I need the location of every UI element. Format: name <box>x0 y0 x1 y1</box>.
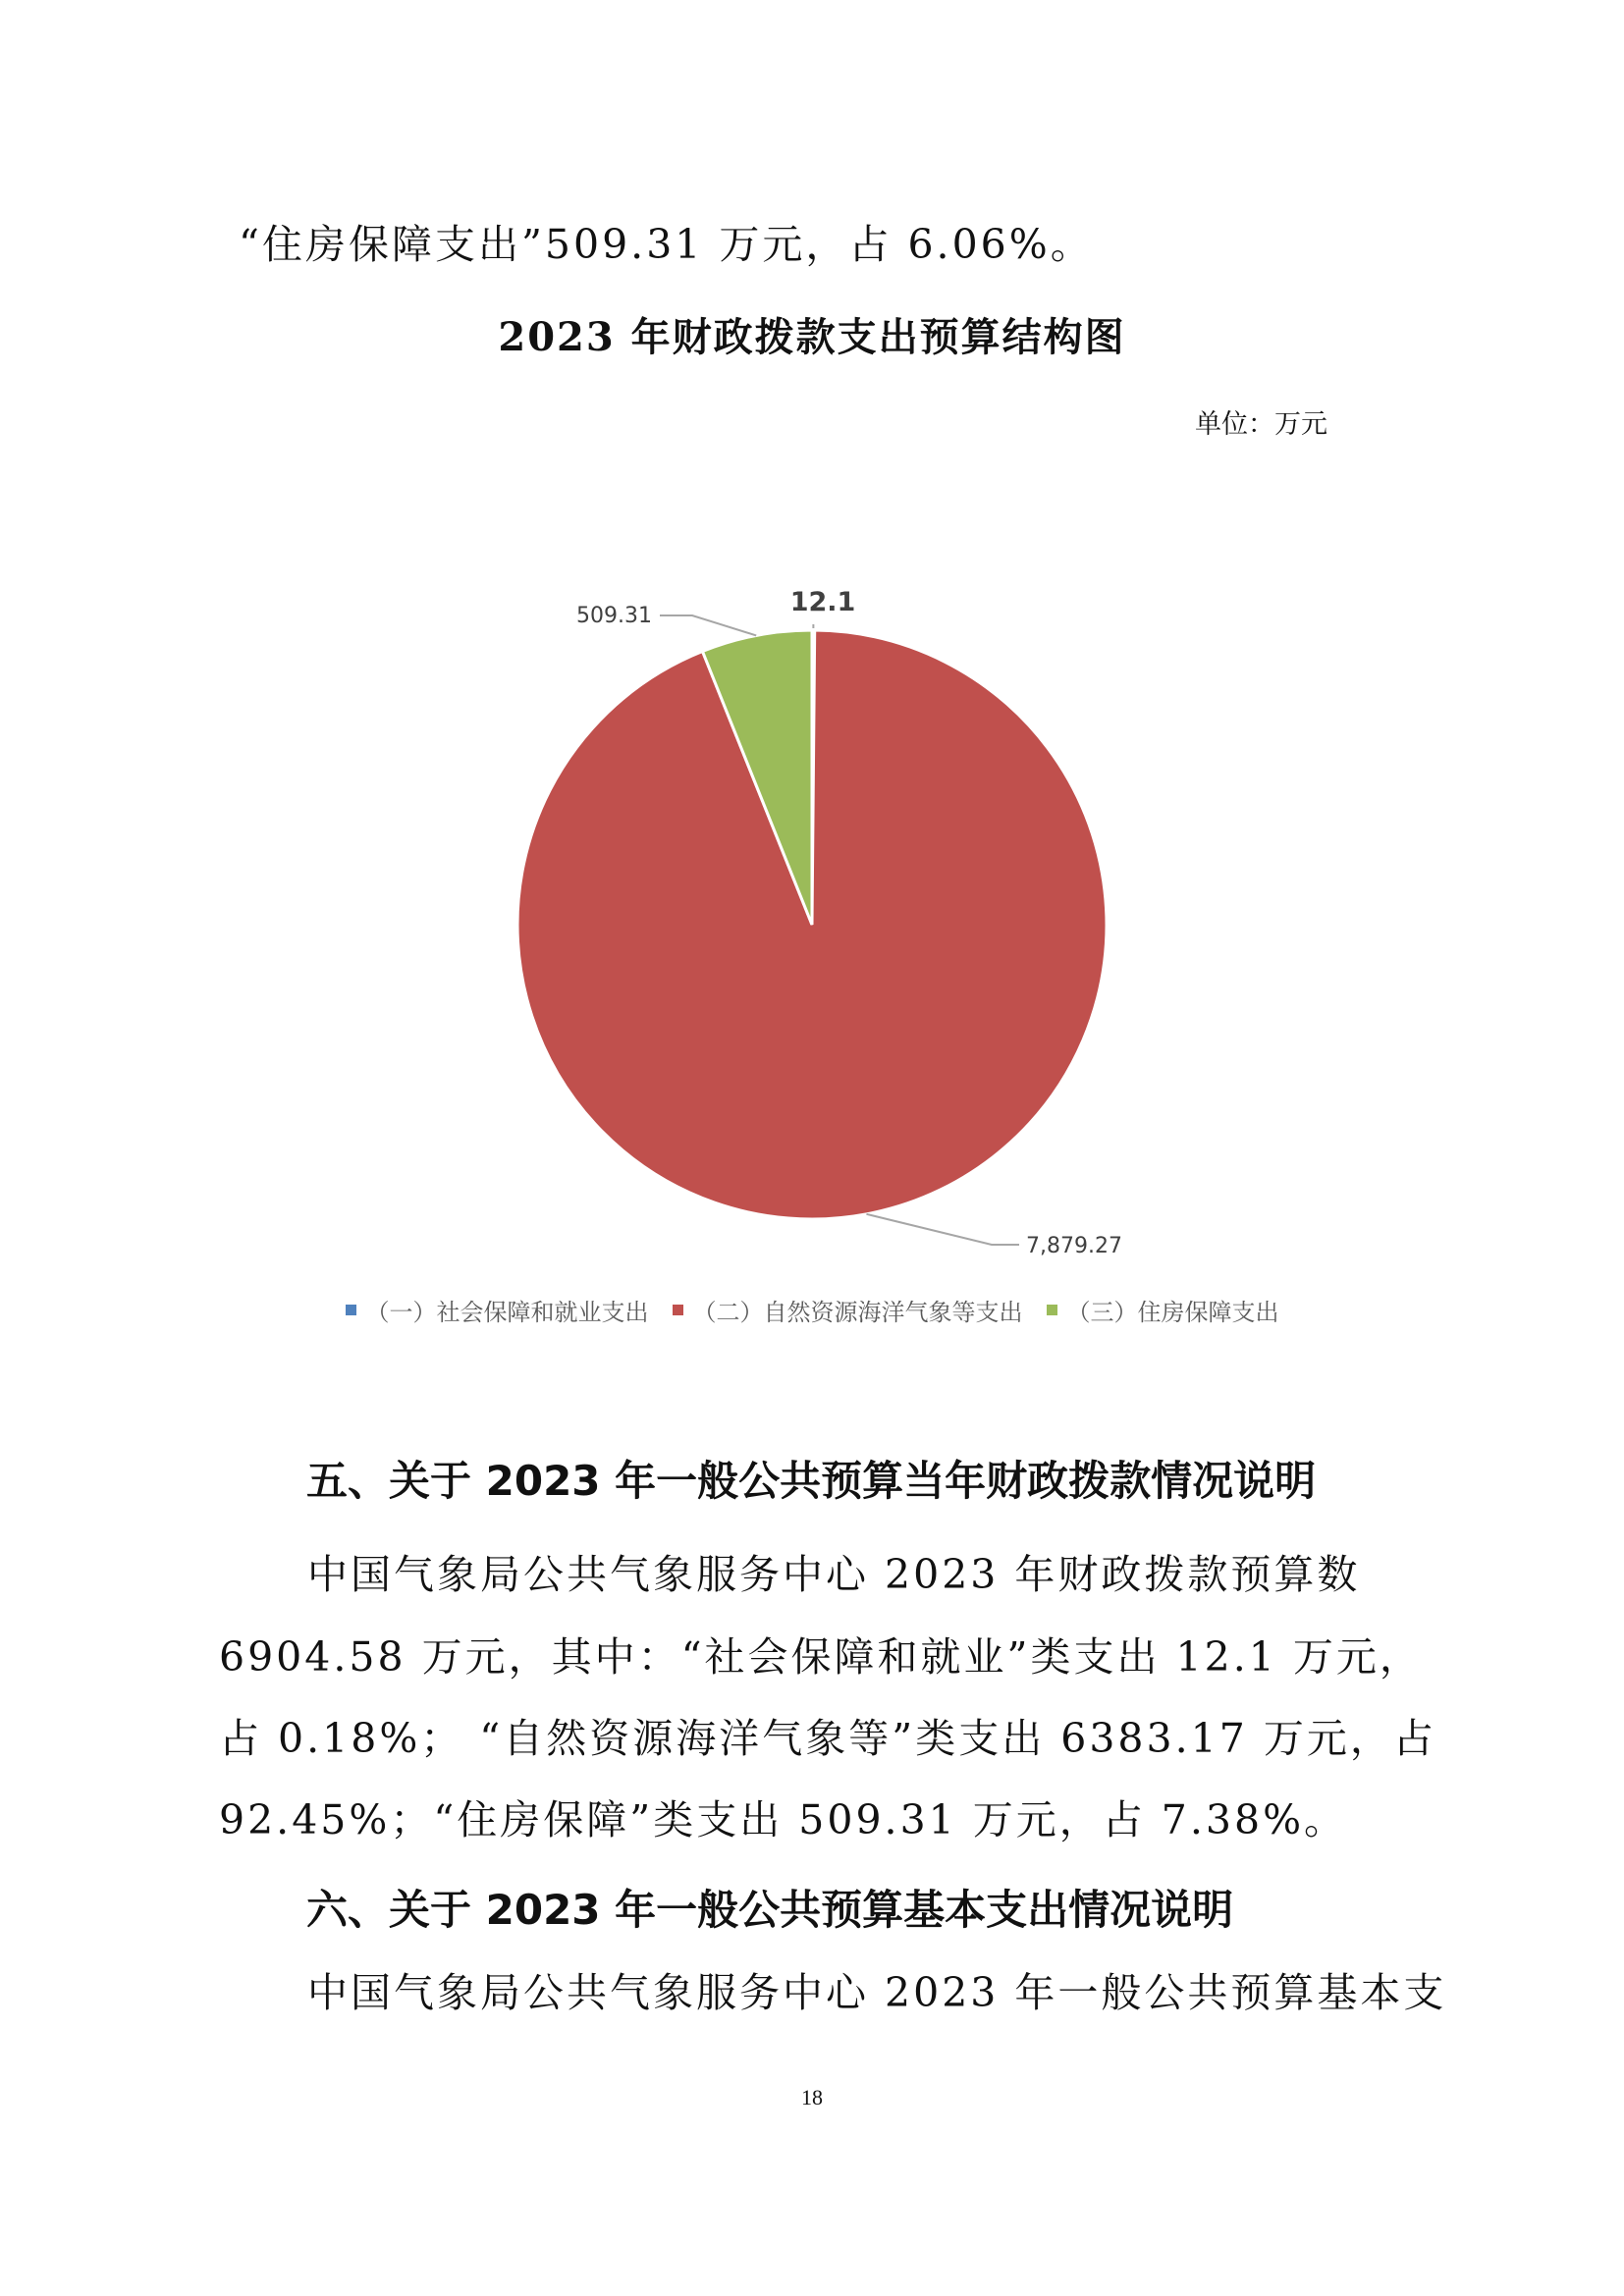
section-5-line: 中国气象局公共气象服务中心 2023 年财政拨款预算数 <box>307 1551 1361 1598</box>
unit-label: 单位：万元 <box>1195 409 1327 440</box>
leader-line-housing <box>660 615 756 635</box>
data-label-natural-resources: 7,879.27 <box>1026 1234 1122 1258</box>
legend-item-natural-resources <box>673 1293 1023 1327</box>
section-5-heading: 五、关于 2023 年一般公共预算当年财政拨款情况说明 <box>306 1457 1317 1505</box>
legend-label: （一）社会保障和就业支出 <box>365 1299 649 1326</box>
legend-swatch-red <box>673 1305 683 1315</box>
leader-line-natural-resources <box>866 1214 1019 1245</box>
legend-swatch-blue <box>346 1305 356 1315</box>
legend-swatch-green <box>1047 1305 1057 1315</box>
data-label-housing: 509.31 <box>576 604 652 628</box>
section-6-line: 中国气象局公共气象服务中心 2023 年一般公共预算基本支 <box>307 1969 1447 2016</box>
legend-label: （二）自然资源海洋气象等支出 <box>692 1299 1023 1326</box>
legend-item-social-security <box>346 1293 649 1327</box>
section-6-heading: 六、关于 2023 年一般公共预算基本支出情况说明 <box>306 1886 1234 1934</box>
intro-line: “住房保障支出”509.31 万元，占 6.06%。 <box>239 221 1094 268</box>
chart-title: 2023 年财政拨款支出预算结构图 <box>498 314 1126 360</box>
section-5-line: 92.45%；“住房保障”类支出 509.31 万元，占 7.38%。 <box>219 1796 1348 1843</box>
page-number: 18 <box>801 2085 823 2109</box>
legend-label: （三）住房保障支出 <box>1066 1299 1279 1326</box>
section-5-line: 占 0.18%； “自然资源海洋气象等”类支出 6383.17 万元，占 <box>219 1715 1436 1762</box>
chart-legend <box>0 1293 1624 1327</box>
legend-item-housing <box>1047 1293 1279 1327</box>
data-label-social-security: 12.1 <box>789 587 856 617</box>
section-5-line: 6904.58 万元，其中：“社会保障和就业”类支出 12.1 万元， <box>219 1633 1423 1681</box>
